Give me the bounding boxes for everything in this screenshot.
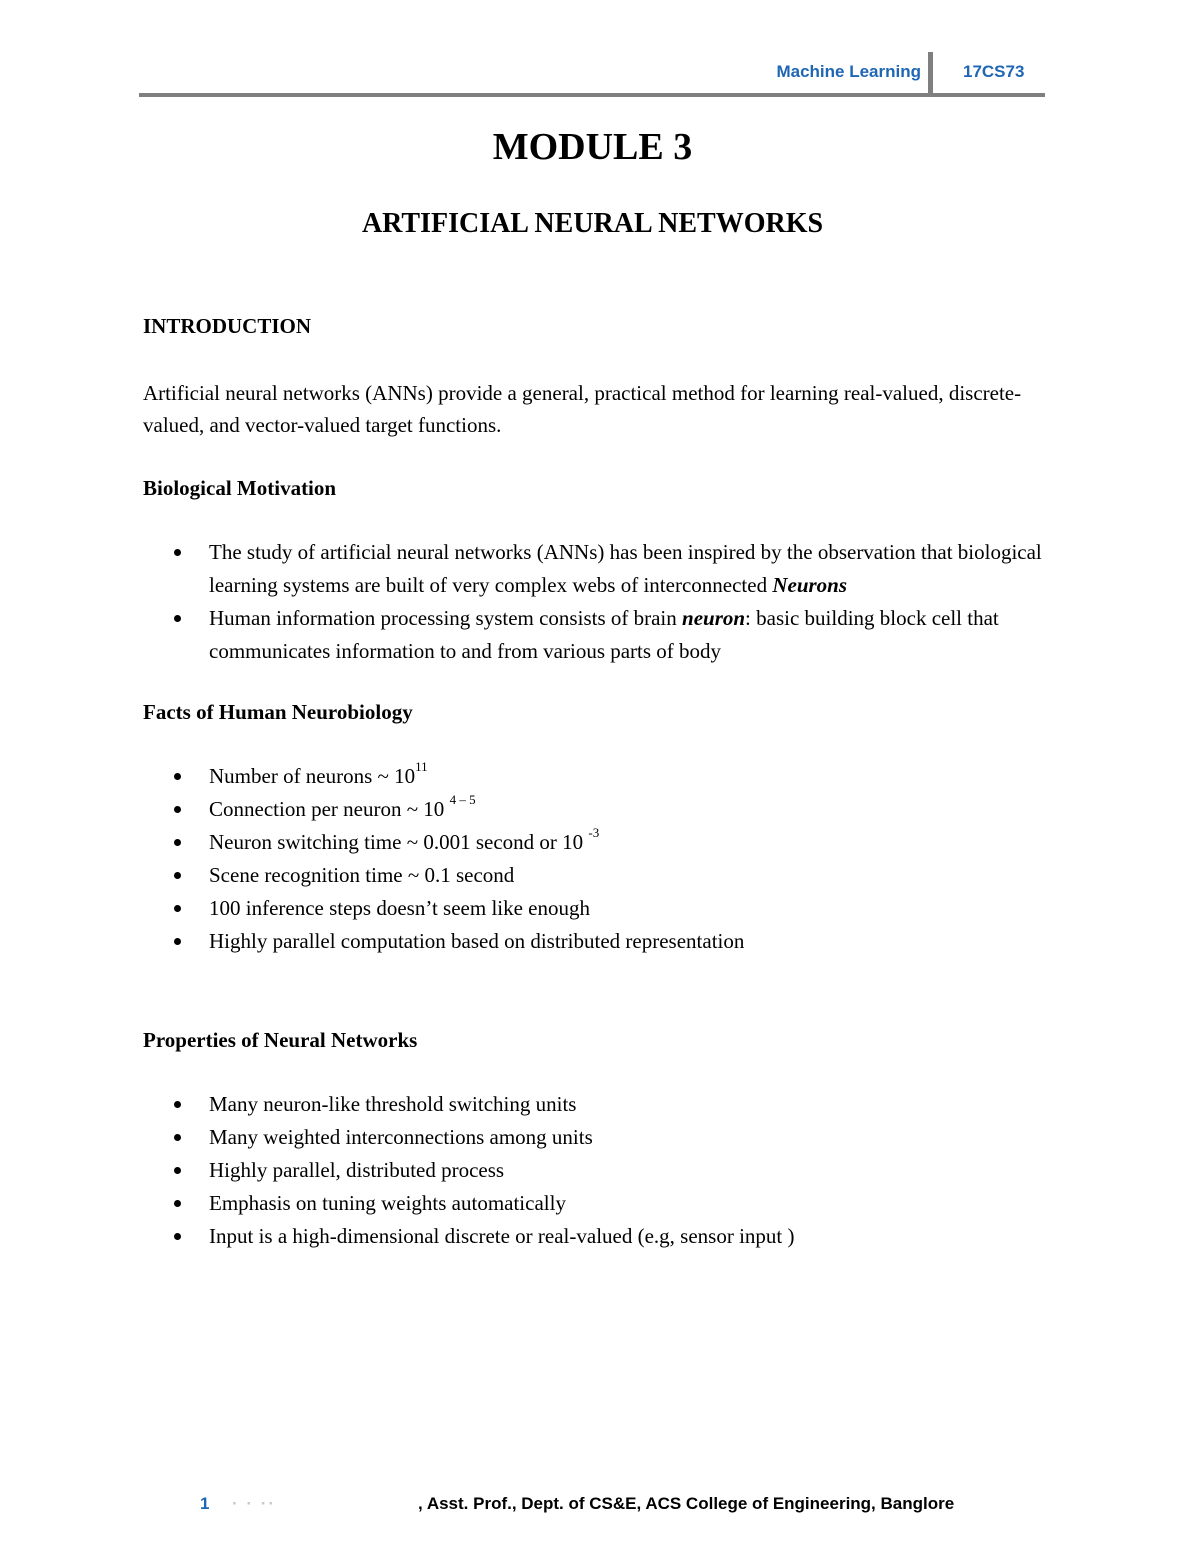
list-item [143, 925, 1053, 958]
properties-heading: Properties of Neural Networks [143, 1028, 418, 1052]
list-item [143, 602, 1053, 668]
header-course-title: Machine Learning [776, 62, 921, 81]
bullet-text: Highly parallel computation based on distributed representation [209, 929, 745, 953]
header-course-code: 17CS73 [963, 62, 1025, 81]
bullet-icon [174, 839, 181, 846]
exponent: 11 [415, 759, 428, 774]
emphasis-text: neuron [682, 606, 746, 630]
bullet-icon [174, 549, 181, 556]
bullet-icon [174, 1101, 181, 1108]
list-item [143, 1187, 1053, 1220]
author-name-faded: · · ·· [232, 1494, 277, 1513]
list-item [143, 793, 1053, 826]
emphasis-text: Neurons [772, 573, 848, 597]
exponent: -3 [588, 825, 600, 840]
bullet-text: : basic building block cell that communicates information to and from various parts of body [209, 606, 999, 663]
biological-motivation-heading: Biological Motivation [143, 476, 337, 500]
facts-list [143, 760, 1053, 958]
module-title: MODULE 3 [492, 126, 693, 168]
bullet-icon [174, 1167, 181, 1174]
bullet-text: The study of artificial neural networks (ANNs) has been inspired by the observation that biological learning systems are built of very complex webs of interconnected [209, 540, 1042, 597]
bullet-icon [174, 615, 181, 622]
bullet-icon [174, 806, 181, 813]
list-item [143, 760, 1053, 793]
list-item [143, 892, 1053, 925]
list-item [143, 1088, 1053, 1121]
facts-heading: Facts of Human Neurobiology [143, 700, 413, 724]
introduction-heading: INTRODUCTION [143, 314, 312, 338]
bullet-icon [174, 905, 181, 912]
bullet-text: Many neuron-like threshold switching units [209, 1092, 577, 1116]
biological-motivation-list [143, 536, 1053, 668]
footer-affiliation: , Asst. Prof., Dept. of CS&E, ACS College of Engineering, Banglore [418, 1494, 955, 1513]
bullet-icon [174, 1233, 181, 1240]
bullet-icon [174, 938, 181, 945]
list-item [143, 826, 1053, 859]
page-footer [200, 1494, 954, 1514]
bullet-text: Human information processing system consists of brain [209, 606, 683, 630]
bullet-text: 100 inference steps doesn’t seem like enough [209, 896, 591, 920]
properties-list [143, 1088, 1053, 1253]
bullet-text: Number of neurons ~ 10 [209, 764, 416, 788]
list-item [143, 1220, 1053, 1253]
bullet-icon [174, 773, 181, 780]
page-number: 1 [200, 1494, 210, 1513]
exponent: 4 – 5 [449, 792, 476, 807]
bullet-text: Scene recognition time ~ 0.1 second [209, 863, 515, 887]
list-item [143, 1121, 1053, 1154]
introduction-paragraph: Artificial neural networks (ANNs) provide a general, practical method for learning real-valued, discrete-valued, and vector-valued target functions. [143, 381, 1022, 437]
list-item [143, 1154, 1053, 1187]
list-item [143, 859, 1053, 892]
bullet-icon [174, 1200, 181, 1207]
bullet-text: Neuron switching time ~ 0.001 second or 10 [209, 830, 589, 854]
bullet-text: Emphasis on tuning weights automatically [209, 1191, 566, 1215]
header-rule [139, 93, 1045, 97]
bullet-text: Many weighted interconnections among units [209, 1125, 593, 1149]
bullet-text: Highly parallel, distributed process [209, 1158, 505, 1182]
module-subtitle: ARTIFICIAL NEURAL NETWORKS [361, 208, 824, 239]
list-item [143, 536, 1053, 602]
header-divider [928, 52, 933, 96]
bullet-icon [174, 1134, 181, 1141]
bullet-icon [174, 872, 181, 879]
bullet-text: Input is a high-dimensional discrete or real-valued (e.g, sensor input ) [209, 1224, 795, 1248]
bullet-text: Connection per neuron ~ 10 [209, 797, 450, 821]
